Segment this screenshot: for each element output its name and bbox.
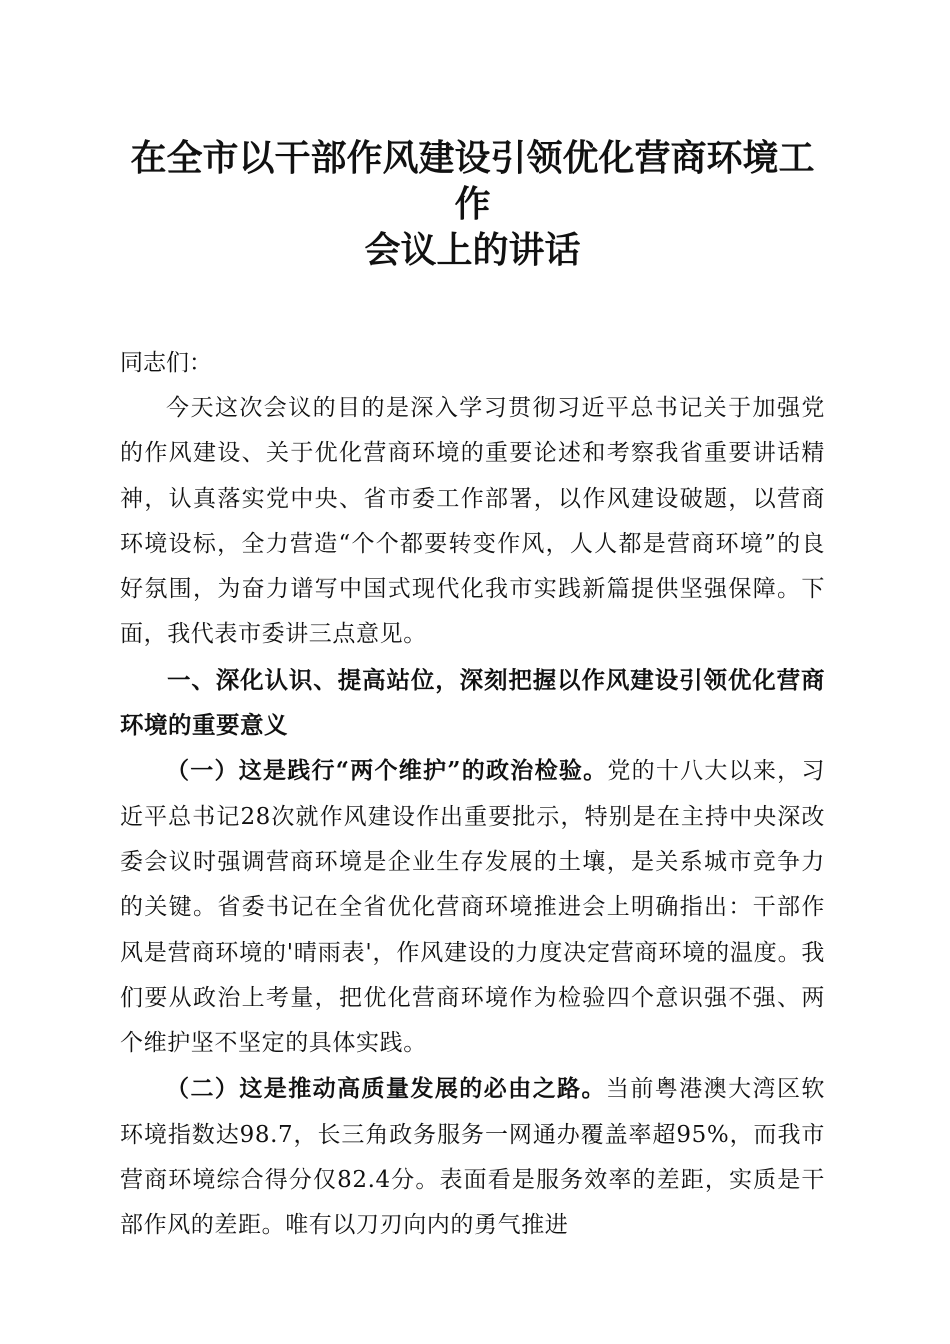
- subsection-1-body: 党的十八大以来，习近平总书记28次就作风建设作出重要批示，特别是在主持中央深改委会议时强调营商环境是企业生存发展的土壤，是关系城市竞争力的关键。省委书记在全省优化营商环境推进会上明确指出：干部作风是营商环境的'晴雨表'，作风建设的力度决定营商环境的温度。我们要从政治上考量，把优化营商环境作为检验四个意识强不强、两个维护坚不坚定的具体实践。: [120, 758, 825, 1057]
- title-line-1: 在全市以干部作风建设引领优化营商环境工作: [130, 137, 815, 225]
- salutation: 同志们：: [120, 350, 212, 376]
- subsection-1-paragraph: [120, 748, 825, 1066]
- document-page: [120, 135, 825, 1249]
- subsection-2-paragraph: [120, 1066, 825, 1248]
- intro-paragraph: 今天这次会议的目的是深入学习贯彻习近平总书记关于加强党的作风建设、关于优化营商环境的重要论述和考察我省重要讲话精神，认真落实党中央、省市委工作部署，以作风建设破题，以营商环境设标，全力营造“个个都要转变作风，人人都是营商环境”的良好氛围，为奋力谱写中国式现代化我市实践新篇提供坚强保障。下面，我代表市委讲三点意见。: [120, 395, 825, 648]
- title-line-2: 会议上的讲话: [364, 229, 581, 271]
- subsection-2-body: 当前粤港澳大湾区软环境指数达98.7，长三角政务服务一网通办覆盖率超95%，而我市营商环境综合得分仅82.4分。表面看是服务效率的差距，实质是干部作风的差距。唯有以刀刃向内的勇气推进: [120, 1076, 825, 1239]
- document-title: [120, 135, 825, 273]
- section-1-heading: 一、深化认识、提高站位，深刻把握以作风建设引领优化营商环境的重要意义: [120, 665, 825, 740]
- subsection-1-heading: （一）这是践行“两个维护”的政治检验。: [166, 757, 608, 785]
- subsection-2-heading: （二）这是推动高质量发展的必由之路。: [166, 1075, 606, 1103]
